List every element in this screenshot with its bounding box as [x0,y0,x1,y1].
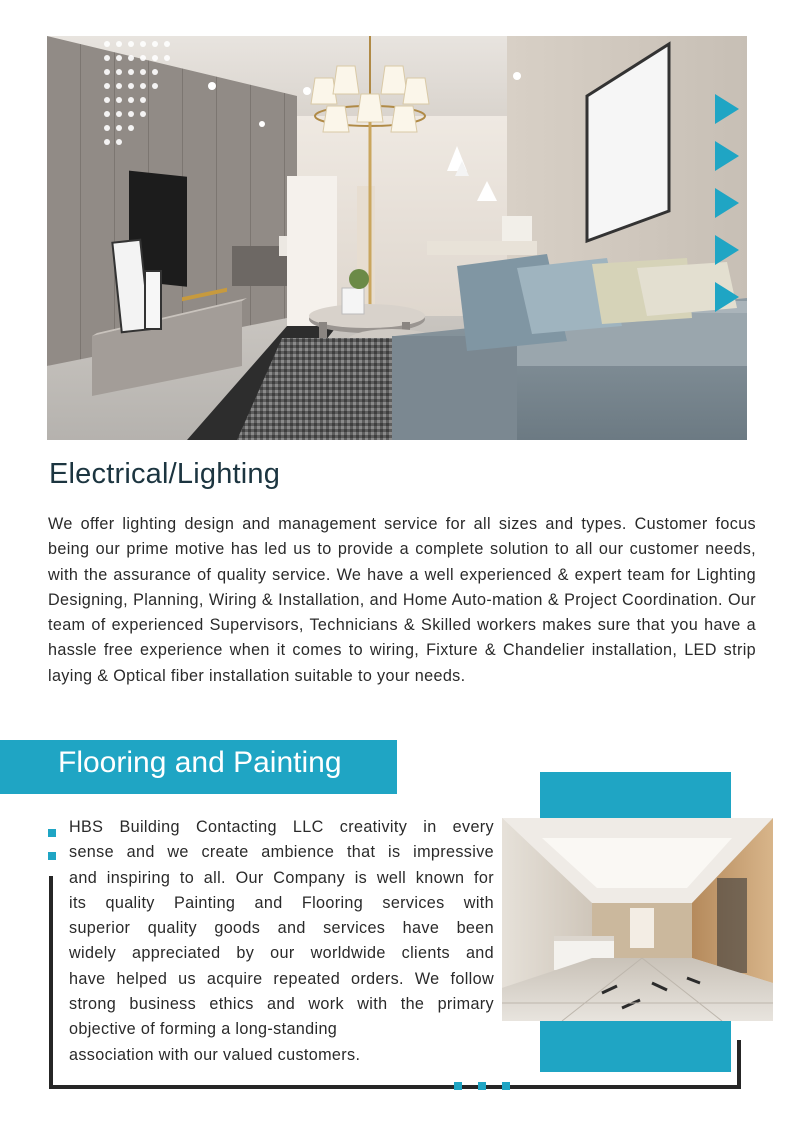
decorative-square [48,829,56,837]
body-line: HBS Building Contacting LLC creativity in every [69,818,494,836]
decorative-frame-bottom [49,1085,741,1089]
body-line: strong business ethics and work with the primary [69,995,494,1014]
body-line: association with our valued customers. [69,1045,361,1064]
section-title-flooring: Flooring and Painting [58,746,342,779]
body-line: superior quality goods and services have been [69,919,494,938]
decorative-frame-left [49,876,53,1088]
decorative-square [502,1082,510,1090]
body-line: its quality Painting and Flooring services with [69,893,494,912]
body-line: widely appreciated by our worldwide clients and [69,944,494,963]
body-line: sense and we create ambience that is impressive [69,843,494,862]
section-title-electrical: Electrical/Lighting [49,458,281,490]
decorative-frame-right [737,1040,741,1089]
body-line: and inspiring to all. Our Company is well known for [69,868,494,887]
decorative-square [454,1082,462,1090]
decorative-square [48,852,56,860]
section-body-electrical: We offer lighting design and management service for all sizes and types. Customer focus being our prime motive has led us to provide a complete solution to all our customer needs, with the assurance of quality service. We have a well experienced & expert team for Lighting Designing, Planning, Wiring & Installation, and Home Auto-mation & Project Coordination. Our team of experienced Supervisors, Technicians & Skilled workers makes sure that you have a hassle free experience when it comes to wiring, Fixture & Chandelier installation, LED strip laying & Optical fiber installation suitable to your needs. [48,515,756,685]
hero-living-room-image [47,36,747,440]
body-line: have helped us acquire repeated orders. We follow [69,969,494,988]
body-line: objective of forming a long-standing [69,1020,338,1039]
decorative-square [478,1082,486,1090]
secondary-hallway-image [502,818,773,1021]
section-body-flooring [69,815,494,1068]
